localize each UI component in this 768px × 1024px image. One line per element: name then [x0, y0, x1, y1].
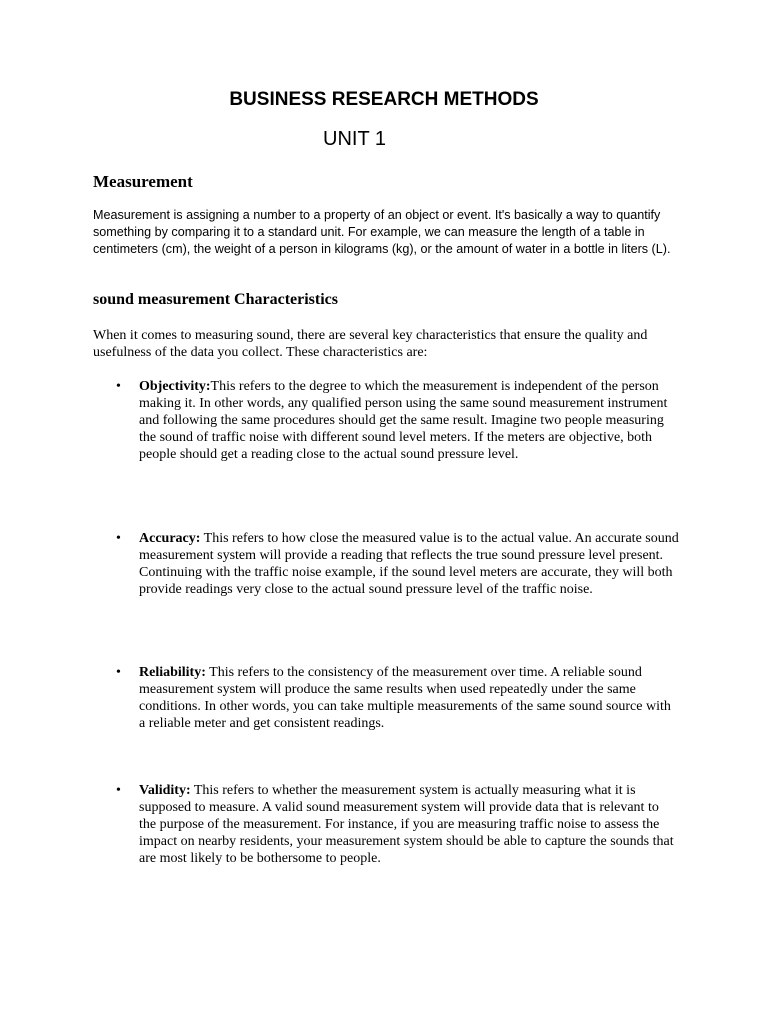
term-objectivity: Objectivity:	[139, 379, 211, 394]
bullet-icon: •	[116, 531, 121, 546]
bullet-icon: •	[116, 783, 121, 798]
document-title: BUSINESS RESEARCH METHODS	[229, 89, 539, 110]
term-accuracy: Accuracy:	[139, 531, 201, 546]
bullet-icon: •	[116, 665, 121, 680]
description-validity: This refers to whether the measurement system is actually measuring what it is supposed to measure. A valid sound measurement system will provide data that is relevant to the purpose of the measurement. For instance, if you are measuring traffic noise to assess the impact on nearby residents, your measurement system should be able to capture the sounds that are most likely to be bothersome to people.	[139, 783, 674, 866]
bullet-icon: •	[116, 379, 121, 394]
term-reliability: Reliability:	[139, 665, 206, 680]
measurement-heading: Measurement	[93, 172, 193, 191]
list-item-objectivity	[139, 378, 679, 463]
description-accuracy: This refers to how close the measured value is to the actual value. An accurate sound measurement system will provide a reading that reflects the true sound pressure level present. Continuing with the traffic noise example, if the sound level meters are accurate, they will both provide readings very close to the actual sound pressure level of the traffic noise.	[139, 531, 679, 597]
sound-characteristics-heading: sound measurement Characteristics	[93, 291, 339, 308]
list-item-validity	[139, 782, 679, 867]
term-validity: Validity:	[139, 783, 191, 798]
measurement-paragraph: Measurement is assigning a number to a property of an object or event. It's basically a way to quantify something by comparing it to a standard unit. For example, we can measure the length of a table in centimeters (cm), the weight of a person in kilograms (kg), or the amount of water in a bottle in liters (L).	[93, 208, 671, 256]
list-item-accuracy	[139, 530, 679, 598]
list-item-reliability	[139, 664, 679, 732]
sound-intro-paragraph: When it comes to measuring sound, there are several key characteristics that ensure the quality and usefulness of the data you collect. These characteristics are:	[93, 328, 648, 360]
description-reliability: This refers to the consistency of the measurement over time. A reliable sound measurement system will produce the same results when used repeatedly under the same conditions. In other words, you can take multiple measurements of the same sound source with a reliable meter and get consistent readings.	[139, 665, 671, 731]
description-objectivity: This refers to the degree to which the measurement is independent of the person making it. In other words, any qualified person using the same sound measurement instrument and following the same procedures should get the same result. Imagine two people measuring the sound of traffic noise with different sound level meters. If the meters are objective, both people should get a reading close to the actual sound pressure level.	[139, 379, 668, 462]
unit-label: UNIT 1	[323, 128, 386, 150]
